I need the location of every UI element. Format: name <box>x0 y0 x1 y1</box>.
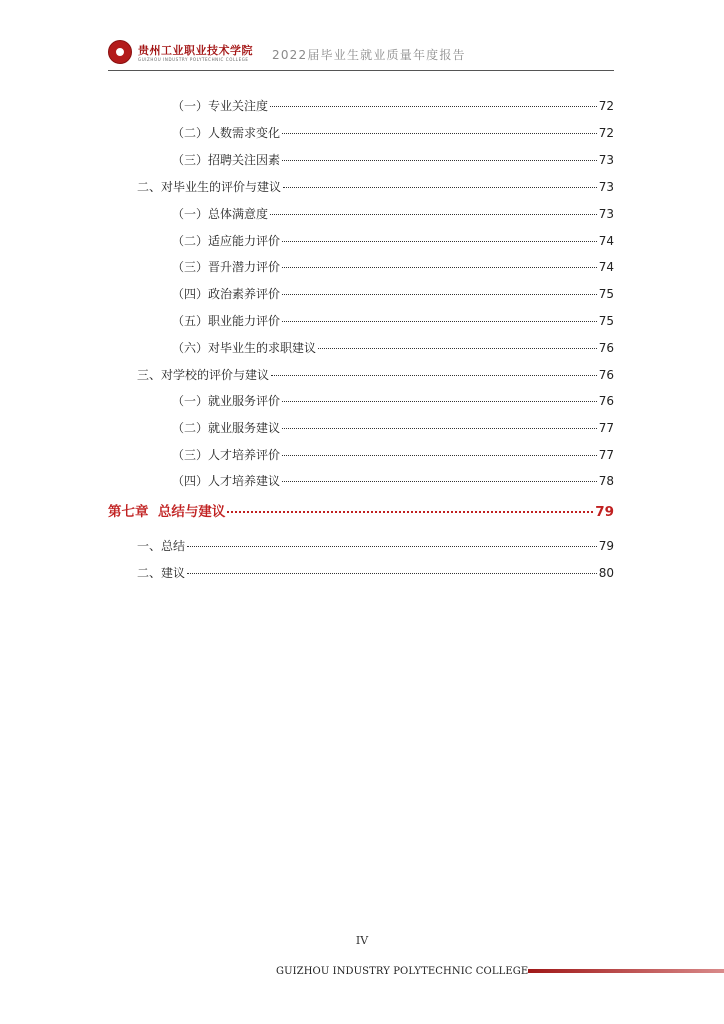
dot-leader <box>282 320 597 322</box>
toc-entry[interactable] <box>172 124 614 141</box>
toc-entry-page: 73 <box>598 153 614 167</box>
toc-entry-page: 80 <box>598 566 614 580</box>
toc-chapter-label: 第七章 总结与建议 <box>108 504 226 520</box>
toc-entry-page: 73 <box>598 180 614 194</box>
dot-leader <box>282 454 597 456</box>
header-divider <box>108 70 614 71</box>
page-header <box>108 40 614 70</box>
dot-leader <box>282 427 597 429</box>
dot-leader <box>187 572 597 574</box>
toc-entry-label: 一、总结 <box>137 539 186 553</box>
toc-entry-label: （二）人数需求变化 <box>172 126 281 140</box>
footer-accent-bar <box>528 969 724 973</box>
dot-leader <box>283 186 597 188</box>
toc-entry-label: 二、对毕业生的评价与建议 <box>137 180 282 194</box>
toc-entry-label: （五）职业能力评价 <box>172 314 281 328</box>
toc-entry[interactable] <box>172 419 614 436</box>
toc-entry-page: 72 <box>598 126 614 140</box>
toc-entry-label: （二）适应能力评价 <box>172 234 281 248</box>
toc-entry-page: 74 <box>598 260 614 274</box>
toc-entry-label: 二、建议 <box>137 566 186 580</box>
toc-entry[interactable] <box>172 312 614 329</box>
toc-entry-page: 72 <box>598 99 614 113</box>
toc-entry-page: 76 <box>598 368 614 382</box>
dot-leader <box>282 266 597 268</box>
report-title: 2022届毕业生就业质量年度报告 <box>272 48 466 62</box>
dot-leader <box>282 400 597 402</box>
toc-entry-label: （三）晋升潜力评价 <box>172 260 281 274</box>
toc-entry[interactable] <box>172 339 614 356</box>
dot-leader <box>227 510 593 513</box>
toc-entry-label: （四）政治素养评价 <box>172 287 281 301</box>
toc-entry-page: 75 <box>598 287 614 301</box>
toc-chapter-page: 79 <box>595 504 614 520</box>
dot-leader <box>282 240 597 242</box>
toc-entry-page: 73 <box>598 207 614 221</box>
toc-entry-page: 78 <box>598 474 614 488</box>
toc-entry[interactable] <box>172 258 614 275</box>
toc-entry-page: 76 <box>598 394 614 408</box>
toc-entry-label: （一）总体满意度 <box>172 207 269 221</box>
toc-entry-label: （六）对毕业生的求职建议 <box>172 341 317 355</box>
toc-entry-label: （三）招聘关注因素 <box>172 153 281 167</box>
toc-entry[interactable] <box>137 564 614 581</box>
toc-entry-page: 75 <box>598 314 614 328</box>
toc-entry-page: 77 <box>598 448 614 462</box>
toc-entry-label: （四）人才培养建议 <box>172 474 281 488</box>
dot-leader <box>282 480 597 482</box>
dot-leader <box>187 545 597 547</box>
toc-entry[interactable] <box>137 366 614 383</box>
dot-leader <box>270 105 597 107</box>
toc-entry[interactable] <box>172 97 614 114</box>
toc-entry-page: 79 <box>598 539 614 553</box>
toc-entry[interactable] <box>172 472 614 489</box>
college-logo-icon <box>108 40 132 64</box>
toc-chapter-entry[interactable] <box>108 500 614 520</box>
toc-entry-page: 77 <box>598 421 614 435</box>
toc-entry-label: （一）专业关注度 <box>172 99 269 113</box>
dot-leader <box>271 374 597 376</box>
toc-entry-page: 74 <box>598 234 614 248</box>
toc-entry[interactable] <box>172 232 614 249</box>
dot-leader <box>318 347 597 349</box>
dot-leader <box>282 159 597 161</box>
toc-entry-label: （二）就业服务建议 <box>172 421 281 435</box>
toc-entry[interactable] <box>172 446 614 463</box>
school-name-cn: 贵州工业职业技术学院 <box>138 44 253 57</box>
toc-entry[interactable] <box>172 151 614 168</box>
school-name-en: GUIZHOU INDUSTRY POLYTECHNIC COLLEGE <box>138 57 249 62</box>
toc-entry-label: （一）就业服务评价 <box>172 394 281 408</box>
footer-college-name: GUIZHOU INDUSTRY POLYTECHNIC COLLEGE <box>276 966 529 977</box>
toc-entry-page: 76 <box>598 341 614 355</box>
toc-entry-label: 三、对学校的评价与建议 <box>137 368 270 382</box>
page-number: IV <box>355 934 369 947</box>
toc-entry[interactable] <box>172 205 614 222</box>
toc-entry[interactable] <box>172 285 614 302</box>
dot-leader <box>270 213 597 215</box>
toc-entry-label: （三）人才培养评价 <box>172 448 281 462</box>
dot-leader <box>282 132 597 134</box>
toc-entry[interactable] <box>137 178 614 195</box>
toc-entry[interactable] <box>172 392 614 409</box>
toc-entry[interactable] <box>137 537 614 554</box>
dot-leader <box>282 293 597 295</box>
